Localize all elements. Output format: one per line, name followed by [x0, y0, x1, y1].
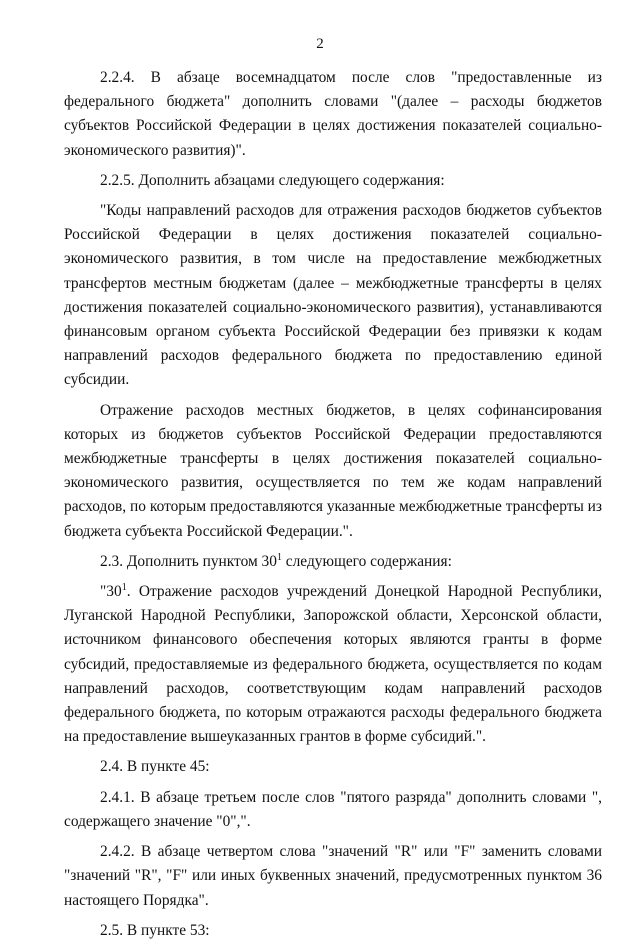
paragraph-30-1-text-before: "30	[100, 583, 122, 601]
document-body	[64, 66, 602, 943]
superscript: 1	[276, 551, 282, 563]
paragraph-30-1	[64, 580, 602, 749]
paragraph-2-4-2: 2.4.2. В абзаце четвертом слова "значений "R" или "F" заменить словами "значений "R", "F" или иных буквенных значений, предусмотренных пунктом 36 настоящего Порядка".	[64, 843, 602, 909]
paragraph-direction-codes: "Коды направлений расходов для отражения расходов бюджетов субъектов Российской Федерации в целях достижения показателей социально-экономического развития, в том числе на предоставление межбюджетных трансфертов местным бюджетам (далее – межбюджетные трансферты в целях достижения показателей социально-экономического развития), устанавливаются финансовым органом субъекта Российской Федерации без привязки к кодам направлений расходов федерального бюджета по предоставлению единой субсидии.	[64, 202, 602, 389]
paragraph-2-4: 2.4. В пункте 45:	[100, 758, 210, 776]
paragraph-2-2-5: 2.2.5. Дополнить абзацами следующего содержания:	[100, 171, 445, 189]
paragraph-2-2-4: 2.2.4. В абзаце восемнадцатом после слов "предоставленные из федерального бюджета" дополнить словами "(далее – расходы бюджетов субъектов Российской Федерации в целях достижения показателей социально-экономического развития)".	[64, 69, 602, 159]
paragraph-local-budgets: Отражение расходов местных бюджетов, в целях софинансирования которых из бюджетов субъектов Российской Федерации предоставляются межбюджетные трансферты в целях достижения показателей социально-экономического развития, осуществляется по тем же кодам направлений расходов, по которым предоставляются указанные межбюджетные трансферты из бюджета субъекта Российской Федерации.".	[64, 401, 602, 540]
paragraph-2-4-1: 2.4.1. В абзаце третьем после слов "пятого разряда" дополнить словами ", содержащего значение "0",".	[64, 788, 602, 830]
superscript: 1	[121, 581, 127, 593]
paragraph-2-5: 2.5. В пункте 53:	[100, 921, 210, 939]
page-number: 2	[316, 36, 324, 52]
paragraph-2-3-text-after: следующего содержания:	[281, 552, 452, 570]
paragraph-2-3-text-before: 2.3. Дополнить пунктом 30	[100, 552, 277, 570]
paragraph-2-3	[64, 550, 602, 574]
paragraph-30-1-text-after: . Отражение расходов учреждений Донецкой Народной Республики, Луганской Народной Республики, Запорожской области, Херсонской области, источником финансового обеспечения которых являются гранты в форме субсидий, предоставляемые из федерального бюджета, осуществляется по кодам направлений расходов, соответствующим кодам направлений расходов федерального бюджета, по которым отражаются расходы федерального бюджета на предоставление вышеуказанных грантов в форме субсидий.".	[64, 583, 602, 746]
